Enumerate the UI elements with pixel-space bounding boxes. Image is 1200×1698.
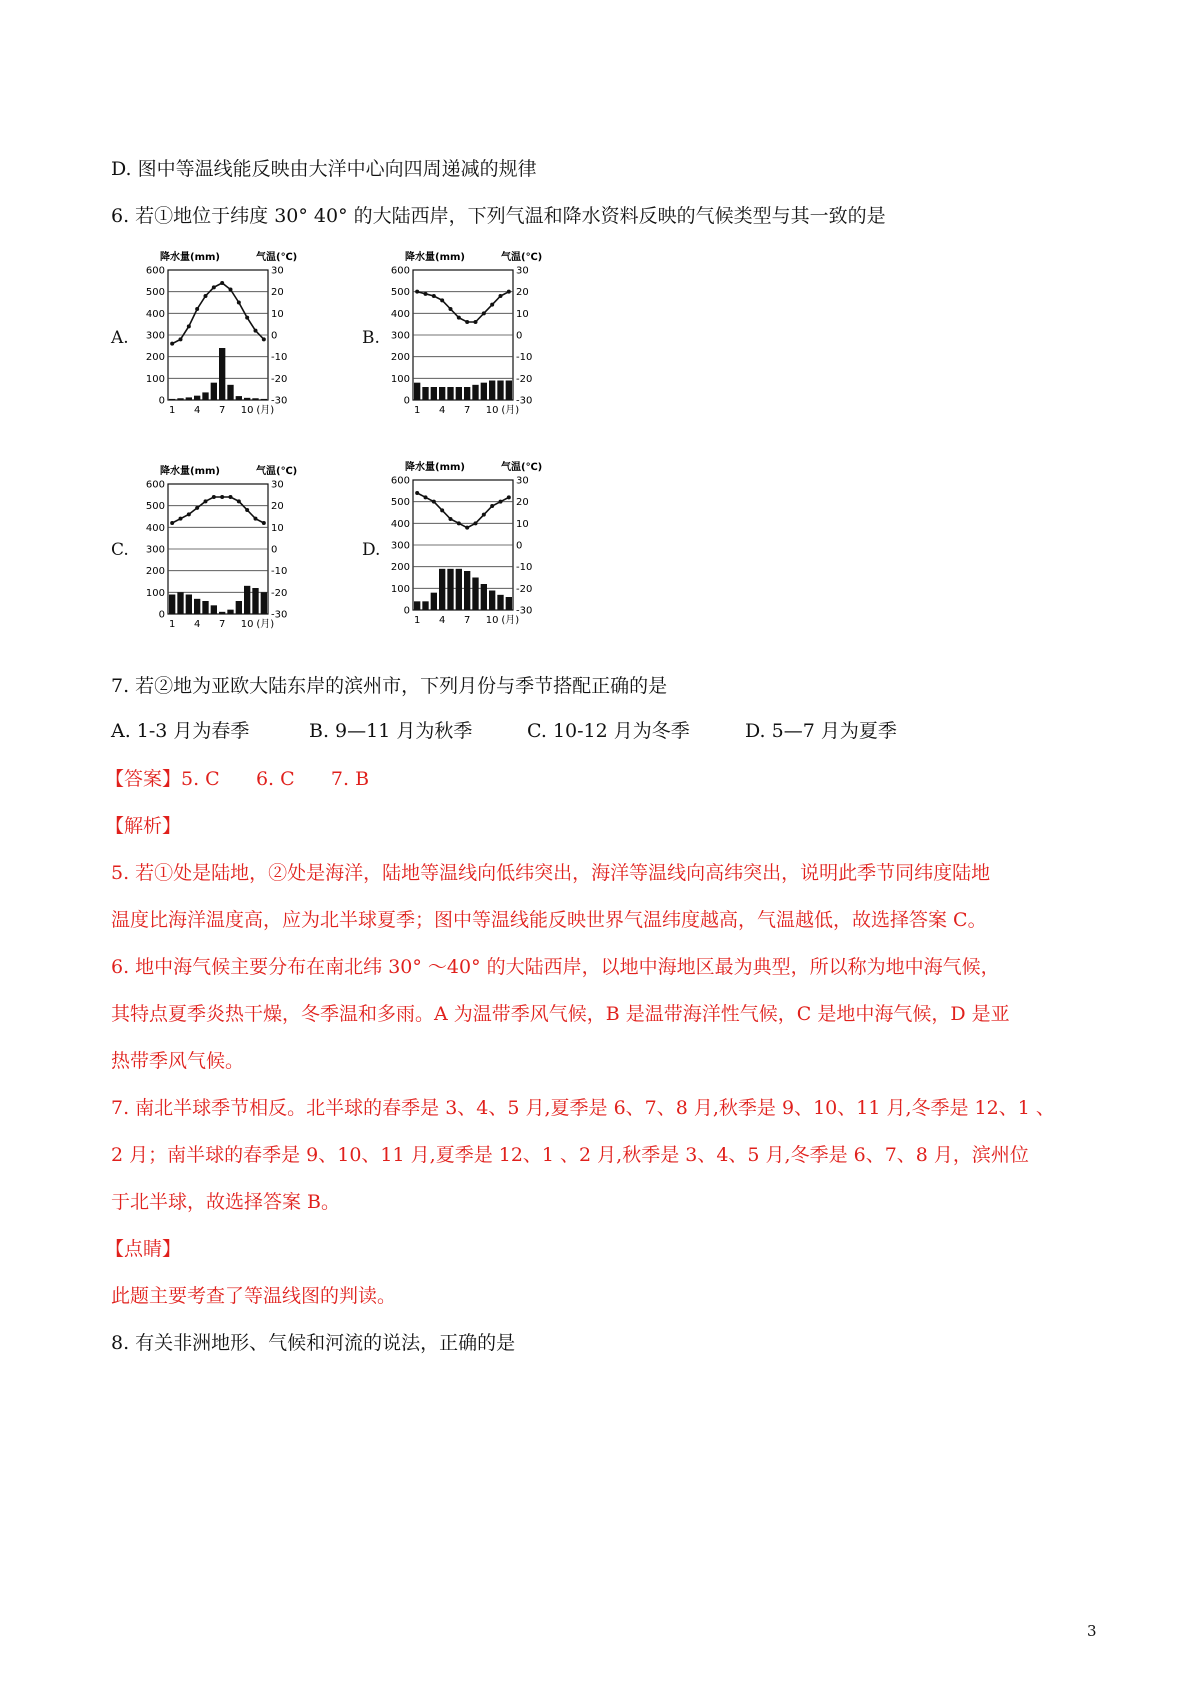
precip-bar [447, 387, 453, 400]
precip-bar [169, 595, 175, 615]
month-tick: 1 [168, 405, 176, 416]
precip-bar [506, 381, 512, 401]
precip-tick: 400 [390, 518, 410, 530]
month-tick: 7 [218, 405, 226, 416]
precip-tick: 100 [145, 587, 165, 599]
month-tick: 10 [240, 405, 254, 416]
month-tick: 4 [438, 405, 446, 416]
month-tick: 4 [193, 405, 201, 416]
temp-tick: 30 [516, 265, 529, 277]
option-b-label: B. [362, 328, 380, 348]
month-tick: 7 [218, 619, 226, 630]
temp-curve [417, 493, 509, 528]
climate-chart-d [385, 458, 545, 632]
precip-bar [481, 584, 487, 610]
climate-chart-c [140, 462, 300, 636]
temp-point [424, 495, 428, 499]
temp-point [220, 495, 224, 499]
temp-axis-label: 气温(℃) [501, 252, 543, 263]
temp-point [499, 500, 503, 504]
precip-bar [219, 612, 225, 614]
month-tick: 1 [413, 405, 421, 416]
precip-bar [261, 592, 267, 614]
temp-tick: -20 [271, 373, 288, 385]
month-tick: (月) [501, 405, 520, 416]
temp-tick: 30 [271, 265, 284, 277]
climate-chart-svg [140, 462, 300, 632]
precip-bar [422, 601, 428, 610]
precip-bar [472, 385, 478, 400]
temp-tick: -10 [516, 562, 533, 574]
question-6: 6. 若①地位于纬度 30° 40° 的大陆西岸，下列气温和降水资料反映的气候类型与其一致的是 [111, 205, 886, 227]
month-tick: 7 [463, 615, 471, 626]
precip-tick: 300 [145, 330, 165, 342]
option-d-label: D. [362, 540, 381, 560]
temp-curve [172, 497, 264, 523]
month-tick: 4 [438, 615, 446, 626]
temp-point [237, 301, 241, 305]
precip-tick: 300 [390, 330, 410, 342]
q7-option-b: B. 9—11 月为秋季 [309, 720, 473, 742]
temp-point [440, 298, 444, 302]
precip-bar [244, 586, 250, 614]
precip-bar [186, 397, 192, 400]
precip-bar [227, 385, 233, 400]
precip-bar [506, 597, 512, 610]
precip-tick: 0 [158, 395, 165, 407]
precip-bar [497, 595, 503, 610]
temp-point [432, 500, 436, 504]
temp-point [499, 294, 503, 298]
temp-point [457, 316, 461, 320]
temp-point [482, 513, 486, 517]
precip-tick: 200 [145, 352, 165, 364]
precip-bar [194, 599, 200, 614]
precip-tick: 400 [145, 522, 165, 534]
precip-bar [236, 396, 242, 400]
temp-tick: 20 [516, 497, 529, 509]
temp-point [204, 294, 208, 298]
precip-bar [464, 387, 470, 400]
analysis-7-line-1: 7. 南北半球季节相反。北半球的春季是 3、4、5 月,夏季是 6、7、8 月,秋季是 9、10、11 月,冬季是 12、1 、 [111, 1097, 1055, 1119]
month-tick: 7 [463, 405, 471, 416]
month-tick: (月) [501, 615, 520, 626]
temp-point [490, 303, 494, 307]
precip-bar [252, 398, 258, 400]
temp-tick: -20 [516, 373, 533, 385]
precip-tick: 300 [390, 540, 410, 552]
temp-tick: 0 [271, 544, 278, 556]
precip-bar [186, 595, 192, 615]
temp-point [424, 292, 428, 296]
precip-tick: 500 [390, 287, 410, 299]
temp-point [415, 290, 419, 294]
precip-tick: 600 [145, 479, 165, 491]
precip-bar [194, 396, 200, 400]
precip-bar [177, 592, 183, 614]
temp-tick: -20 [271, 587, 288, 599]
precip-tick: 500 [390, 497, 410, 509]
precip-bar [489, 381, 495, 401]
precip-tick: 0 [403, 395, 410, 407]
temp-point [440, 508, 444, 512]
analysis-6-line-1: 6. 地中海气候主要分布在南北纬 30° ～40° 的大陆西岸，以地中海地区最为典型，所以称为地中海气候， [111, 956, 1000, 978]
precip-bar [439, 387, 445, 400]
answer-line [105, 765, 369, 793]
precip-bar [481, 383, 487, 400]
precip-axis-label: 降水量(mm) [160, 252, 220, 263]
precip-bar [431, 387, 437, 400]
precip-bar [422, 387, 428, 400]
precip-bar [227, 610, 233, 614]
q7-option-c: C. 10-12 月为冬季 [527, 720, 690, 742]
temp-tick: 0 [516, 330, 523, 342]
precip-tick: 500 [145, 287, 165, 299]
precip-bar [219, 348, 225, 400]
precip-bar [177, 398, 183, 400]
precip-bar [447, 569, 453, 610]
temp-point [212, 285, 216, 289]
temp-tick: 30 [516, 475, 529, 487]
comment-text: 此题主要考查了等温线图的判读。 [111, 1285, 397, 1307]
temp-axis-label: 气温(℃) [501, 462, 543, 473]
temp-tick: -30 [271, 395, 288, 407]
temp-tick: 10 [516, 518, 529, 530]
temp-tick: -30 [516, 395, 533, 407]
precip-bar [244, 398, 250, 400]
precip-bar [211, 605, 217, 614]
temp-tick: 20 [271, 501, 284, 513]
temp-point [229, 495, 233, 499]
month-tick: 1 [413, 615, 421, 626]
temp-tick: -30 [271, 609, 288, 621]
option-a-label: A. [111, 328, 129, 348]
precip-bar [497, 381, 503, 401]
precip-tick: 200 [145, 566, 165, 578]
precip-bar [472, 578, 478, 611]
precip-bar [414, 601, 420, 610]
temp-point [432, 294, 436, 298]
temp-point [507, 290, 511, 294]
temp-tick: -10 [516, 352, 533, 364]
precip-tick: 400 [145, 308, 165, 320]
temp-point [187, 512, 191, 516]
temp-tick: -30 [516, 605, 533, 617]
temp-point [465, 526, 469, 530]
precip-axis-label: 降水量(mm) [405, 252, 465, 263]
precip-bar [169, 399, 175, 400]
temp-point [254, 517, 258, 521]
climate-chart-svg [385, 458, 545, 628]
temp-tick: 20 [516, 287, 529, 299]
month-tick: 10 [240, 619, 254, 630]
climate-chart-svg [140, 248, 300, 418]
temp-point [245, 508, 249, 512]
page-number: 3 [1087, 1622, 1097, 1640]
temp-point [507, 495, 511, 499]
temp-tick: 10 [271, 522, 284, 534]
precip-tick: 300 [145, 544, 165, 556]
climate-chart-b [385, 248, 545, 422]
temp-point [465, 320, 469, 324]
temp-point [457, 521, 461, 525]
temp-axis-label: 气温(℃) [256, 252, 298, 263]
comment-tag: 【点睛】 [105, 1238, 182, 1260]
precip-tick: 600 [145, 265, 165, 277]
temp-point [474, 320, 478, 324]
precip-axis-label: 降水量(mm) [160, 466, 220, 477]
question-7-options [111, 717, 897, 745]
temp-point [220, 281, 224, 285]
precip-tick: 600 [390, 265, 410, 277]
precip-tick: 100 [390, 373, 410, 385]
analysis-5-line-1: 5. 若①处是陆地，②处是海洋，陆地等温线向低纬突出，海洋等温线向高纬突出，说明此季节同纬度陆地 [111, 862, 991, 884]
precip-bar [464, 571, 470, 610]
month-tick: (月) [256, 619, 275, 630]
analysis-7-line-2: 2 月；南半球的春季是 9、10、11 月,夏季是 12、1 、2 月,秋季是 3、4、5 月,冬季是 6、7、8 月，滨州位 [111, 1144, 1029, 1166]
temp-point [262, 521, 266, 525]
temp-point [237, 499, 241, 503]
month-tick: (月) [256, 405, 275, 416]
precip-axis-label: 降水量(mm) [405, 462, 465, 473]
analysis-6-line-3: 热带季风气候。 [111, 1050, 245, 1072]
temp-point [212, 495, 216, 499]
temp-tick: 0 [516, 540, 523, 552]
month-tick: 4 [193, 619, 201, 630]
temp-tick: -10 [271, 566, 288, 578]
temp-tick: 10 [516, 308, 529, 320]
temp-curve [417, 292, 509, 322]
precip-tick: 200 [390, 562, 410, 574]
option-c-label: C. [111, 540, 129, 560]
climate-chart-a [140, 248, 300, 422]
temp-point [204, 499, 208, 503]
temp-point [195, 506, 199, 510]
temp-point [179, 517, 183, 521]
analysis-tag: 【解析】 [105, 815, 182, 837]
month-tick: 1 [168, 619, 176, 630]
precip-bar [236, 601, 242, 614]
question-7: 7. 若②地为亚欧大陆东岸的滨州市，下列月份与季节搭配正确的是 [111, 675, 668, 697]
q7-option-d: D. 5—7 月为夏季 [745, 720, 897, 742]
temp-point [229, 288, 233, 292]
question-8: 8. 有关非洲地形、气候和河流的说法，正确的是 [111, 1332, 516, 1354]
temp-point [415, 491, 419, 495]
temp-tick: -10 [271, 352, 288, 364]
month-tick: 10 [485, 615, 499, 626]
temp-point [170, 342, 174, 346]
precip-bar [431, 593, 437, 610]
temp-point [449, 517, 453, 521]
answer-tag: 【答案】 [105, 768, 182, 790]
temp-point [170, 521, 174, 525]
precip-bar [252, 588, 258, 614]
precip-bar [439, 569, 445, 610]
q7-option-a: A. 1-3 月为春季 [111, 720, 250, 742]
temp-tick: 10 [271, 308, 284, 320]
precip-tick: 0 [158, 609, 165, 621]
precip-tick: 200 [390, 352, 410, 364]
temp-axis-label: 气温(℃) [256, 466, 298, 477]
temp-point [245, 316, 249, 320]
precip-bar [261, 399, 267, 400]
climate-chart-svg [385, 248, 545, 418]
answer-text: 5. C 6. C 7. B [181, 768, 370, 790]
analysis-7-line-3: 于北半球，故选择答案 B。 [111, 1191, 341, 1213]
temp-point [449, 307, 453, 311]
precip-bar [202, 601, 208, 614]
precip-bar [211, 383, 217, 400]
analysis-6-line-2: 其特点夏季炎热干燥，冬季温和多雨。A 为温带季风气候，B 是温带海洋性气候，C 是地中海气候，D 是亚 [111, 1003, 1010, 1025]
temp-tick: 30 [271, 479, 284, 491]
precip-tick: 600 [390, 475, 410, 487]
temp-point [490, 504, 494, 508]
precip-bar [414, 383, 420, 400]
precip-bar [456, 387, 462, 400]
temp-point [195, 307, 199, 311]
analysis-5-line-2: 温度比海洋温度高，应为北半球夏季；图中等温线能反映世界气温纬度越高，气温越低，故选择答案 C。 [111, 909, 987, 931]
question-5-option-d: D. 图中等温线能反映由大洋中心向四周递减的规律 [111, 158, 537, 180]
month-tick: 10 [485, 405, 499, 416]
temp-tick: 20 [271, 287, 284, 299]
precip-bar [456, 569, 462, 610]
precip-bar [202, 392, 208, 400]
precip-tick: 100 [390, 583, 410, 595]
temp-tick: 0 [271, 330, 278, 342]
temp-tick: -20 [516, 583, 533, 595]
precip-bar [489, 591, 495, 611]
temp-point [187, 324, 191, 328]
temp-point [254, 329, 258, 333]
temp-point [179, 337, 183, 341]
temp-point [262, 337, 266, 341]
precip-tick: 500 [145, 501, 165, 513]
precip-tick: 0 [403, 605, 410, 617]
temp-point [482, 311, 486, 315]
precip-tick: 400 [390, 308, 410, 320]
precip-tick: 100 [145, 373, 165, 385]
temp-point [474, 521, 478, 525]
